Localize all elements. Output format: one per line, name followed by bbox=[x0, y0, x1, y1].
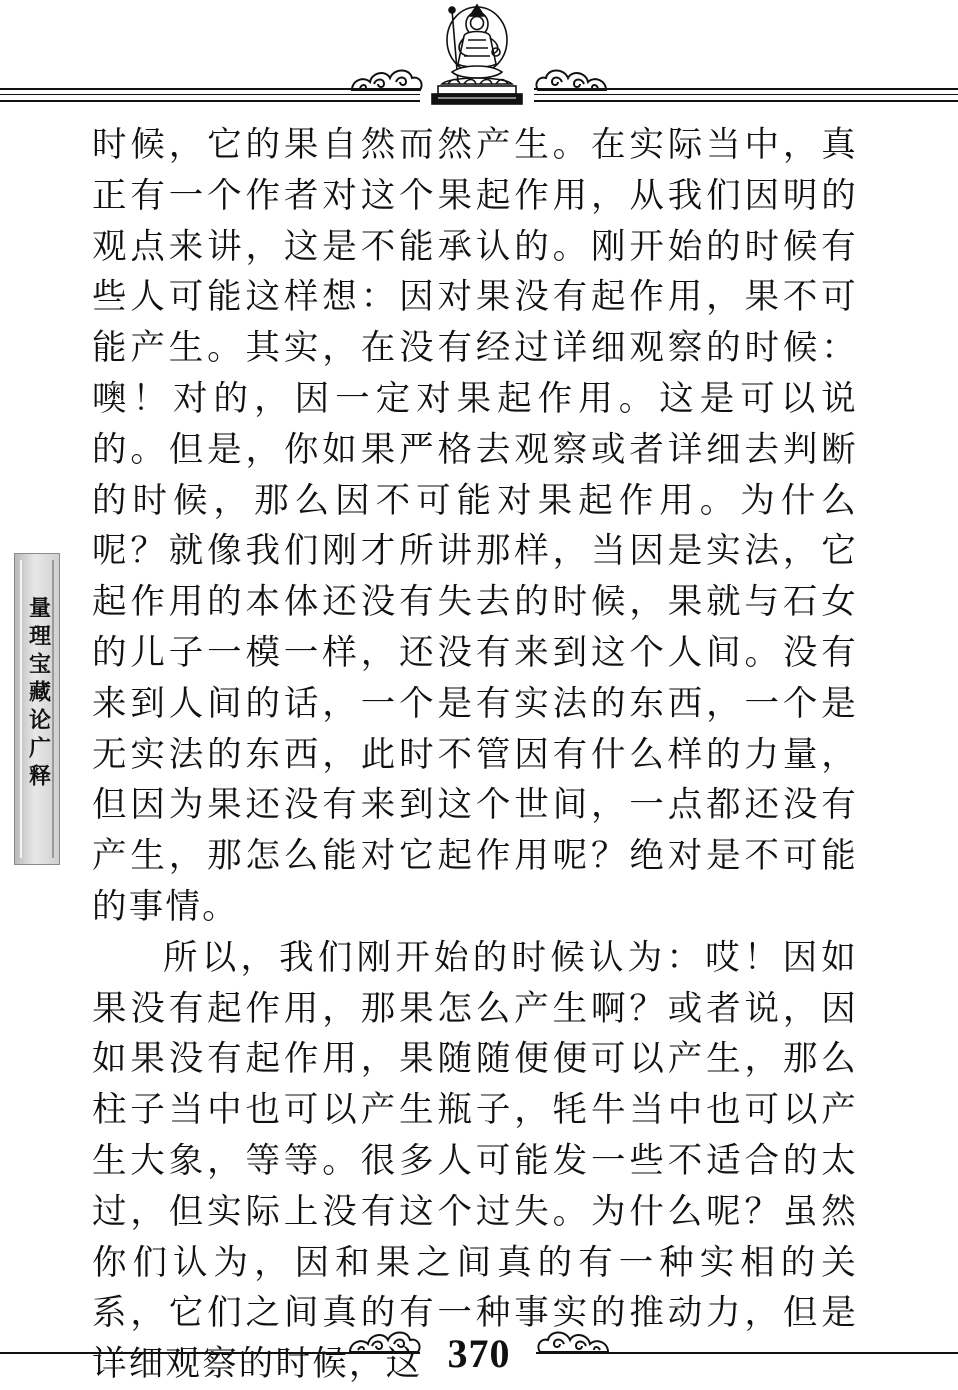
cloud-ornament-left-icon bbox=[348, 62, 426, 96]
paragraph: 时候，它的果自然而然产生。在实际当中，真正有一个作者对这个果起作用，从我们因明的观点来讲，这是不能承认的。刚开始的时候有些人可能这样想：因对果没有起作用，果不可能产生。其实，在没有经过详细观察的时候：噢！对的，因一定对果起作用。这是可以说的。但是，你如果严格去观察或者详细去判断的时候，那么因不可能对果起作用。为什么呢？就像我们刚才所讲那样，当因是实法，它起作用的本体还没有失去的时候，果就与石女的儿子一模一样，还没有来到这个人间。没有来到人间的话，一个是有实法的东西，一个是无实法的东西，此时不管因有什么样的力量，但因为果还没有来到这个世间，一点都还没有产生，那怎么能对它起作用呢？绝对是不可能的事情。 bbox=[92, 125, 858, 927]
deity-figure-icon bbox=[428, 2, 526, 106]
main-text-block bbox=[92, 120, 858, 1390]
header-rule-left-bottom bbox=[0, 100, 420, 102]
page-header bbox=[0, 0, 958, 110]
side-book-title-tab bbox=[14, 553, 60, 865]
header-rule-right-bottom bbox=[534, 100, 958, 102]
page-footer bbox=[0, 1300, 958, 1376]
cloud-ornament-right-icon bbox=[532, 62, 610, 96]
paragraph: 所以，我们刚开始的时候认为：哎！因如果没有起作用，那果怎么产生啊？或者说，因如果没有起作用，果随随便便可以产生，那么柱子当中也可以产生瓶子，牦牛当中也可以产生大象，等等。很多人可能发一些不适合的太过，但实际上没有这个过失。为什么呢？虽然你们认为，因和果之间真的有一种实相的关系，它们之间真的有一种事实的推动力，但是详细观察的时候，这 bbox=[92, 937, 858, 1385]
side-book-title: 量理宝藏论广释 bbox=[25, 596, 51, 792]
page-number: 370 bbox=[447, 1331, 511, 1376]
